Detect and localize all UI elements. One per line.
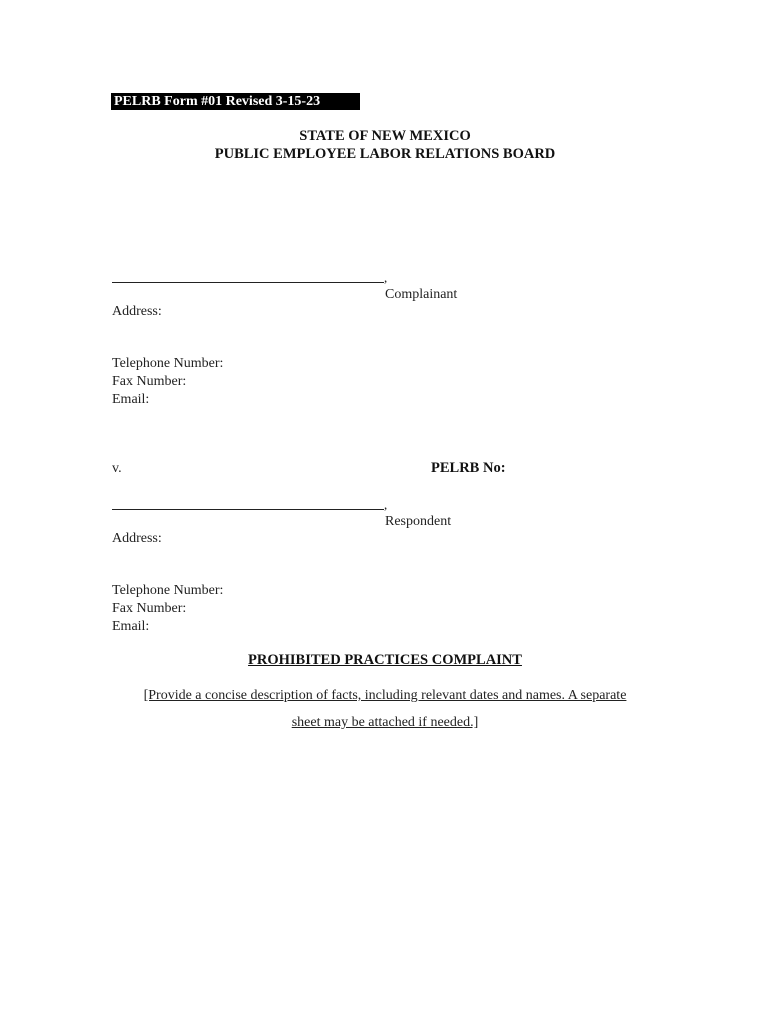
complaint-instruction-line-1: [Provide a concise description of facts, including relevant dates and names. A separate [143, 688, 627, 703]
respondent-role-label: Respondent [385, 514, 452, 529]
state-heading: STATE OF NEW MEXICO [299, 128, 471, 144]
form-revision-tag: PELRB Form #01 Revised 3-15-23 [111, 93, 360, 110]
respondent-comma: , [384, 497, 388, 512]
complaint-title: PROHIBITED PRACTICES COMPLAINT [248, 652, 522, 668]
complainant-comma: , [384, 270, 388, 285]
respondent-phone-label: Telephone Number: [112, 583, 224, 598]
complaint-instruction-line-2: sheet may be attached if needed.] [291, 715, 479, 730]
complainant-email-label: Email: [112, 392, 150, 407]
respondent-fax-label: Fax Number: [112, 601, 187, 616]
respondent-name-field[interactable] [112, 509, 384, 510]
complainant-role-label: Complainant [385, 287, 458, 302]
board-heading: PUBLIC EMPLOYEE LABOR RELATIONS BOARD [214, 146, 556, 162]
respondent-email-label: Email: [112, 619, 150, 634]
pelrb-number-label: PELRB No: [431, 460, 506, 476]
complainant-address-label: Address: [112, 304, 162, 319]
complainant-fax-label: Fax Number: [112, 374, 187, 389]
versus-label: v. [112, 461, 122, 476]
respondent-address-label: Address: [112, 531, 162, 546]
complainant-phone-label: Telephone Number: [112, 356, 224, 371]
complainant-name-field[interactable] [112, 282, 384, 283]
